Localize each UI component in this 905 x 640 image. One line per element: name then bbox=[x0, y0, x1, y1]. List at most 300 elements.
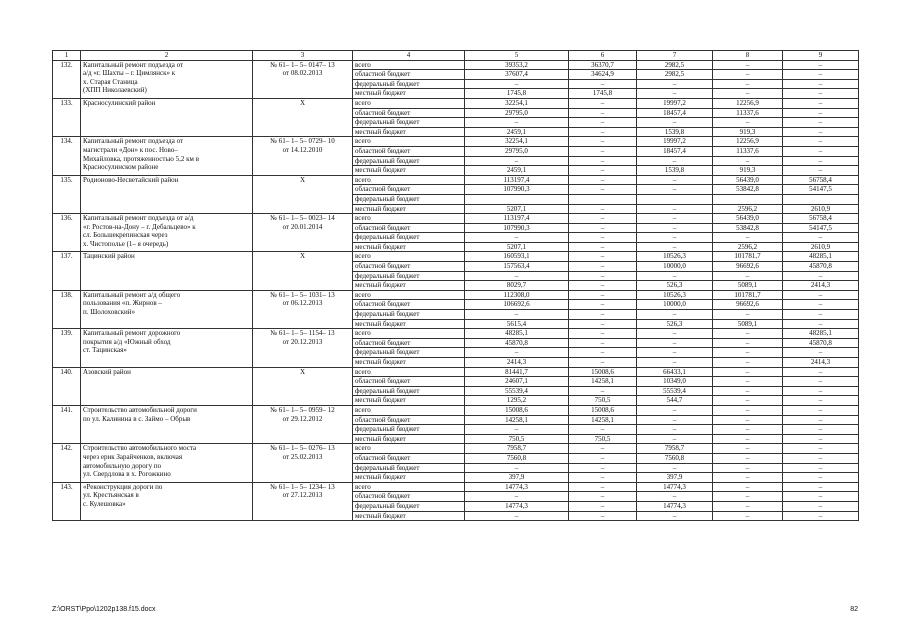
document-reference-line: № 61– 1– 5– 1234– 13 bbox=[270, 482, 335, 491]
table-header-row bbox=[53, 51, 859, 61]
amount-cell: – bbox=[465, 156, 569, 166]
object-name-line: (ХПП Николаевский) bbox=[83, 86, 147, 95]
amount-cell: 10349,0 bbox=[637, 377, 713, 387]
object-name-line: Капитальный ремонт дорожного bbox=[83, 329, 181, 338]
amount-cell: – bbox=[783, 492, 859, 502]
amount-cell: 96692,6 bbox=[713, 262, 783, 272]
amount-cell: 2596,2 bbox=[713, 204, 783, 214]
amount-cell: 526,3 bbox=[637, 319, 713, 329]
object-name-line: Капитальный ремонт а/д общего bbox=[83, 290, 181, 299]
amount-cell: 53842,8 bbox=[713, 185, 783, 195]
amount-cell: – bbox=[713, 348, 783, 358]
amount-cell: – bbox=[713, 453, 783, 463]
document-reference bbox=[253, 482, 353, 520]
amount-cell: – bbox=[465, 271, 569, 281]
amount-cell: 32254,1 bbox=[465, 137, 569, 147]
amount-cell: – bbox=[783, 118, 859, 128]
amount-cell: – bbox=[713, 425, 783, 435]
document-reference-line: № 61– 1– 5– 0023– 14 bbox=[270, 214, 335, 223]
amount-cell: 544,7 bbox=[637, 396, 713, 406]
amount-cell: 12256,9 bbox=[713, 98, 783, 108]
amount-cell: – bbox=[713, 396, 783, 406]
amount-cell: – bbox=[637, 204, 713, 214]
amount-cell: 919,3 bbox=[713, 166, 783, 176]
header-cell: 2 bbox=[81, 51, 253, 61]
amount-cell: 15008,6 bbox=[465, 405, 569, 415]
amount-cell: 45870,8 bbox=[783, 262, 859, 272]
amount-cell: – bbox=[569, 444, 637, 454]
header-cell: 6 bbox=[569, 51, 637, 61]
object-name-line: ул. Свердлова в х. Рогожкино bbox=[83, 470, 171, 479]
funding-source: федеральный бюджет bbox=[353, 233, 465, 243]
amount-cell: 7958,7 bbox=[637, 444, 713, 454]
amount-cell: 160593,1 bbox=[465, 252, 569, 262]
amount-cell: – bbox=[783, 70, 859, 80]
amount-cell: 2414,3 bbox=[783, 358, 859, 368]
amount-cell: – bbox=[783, 98, 859, 108]
object-name bbox=[81, 60, 253, 98]
object-name-line: Капитальный ремонт подъезда от bbox=[83, 137, 184, 146]
amount-cell: – bbox=[637, 223, 713, 233]
funding-source: областной бюджет bbox=[353, 108, 465, 118]
funding-source: федеральный бюджет bbox=[353, 156, 465, 166]
object-name-line: «г. Ростов-на-Дону – г. Дебальцево» к bbox=[83, 222, 196, 231]
entry-number: 133. bbox=[53, 98, 81, 136]
funding-source: местный бюджет bbox=[353, 281, 465, 291]
funding-source: всего bbox=[353, 175, 465, 185]
amount-cell: – bbox=[569, 242, 637, 252]
amount-cell: 107990,3 bbox=[465, 223, 569, 233]
funding-source: местный бюджет bbox=[353, 242, 465, 252]
amount-cell: – bbox=[783, 271, 859, 281]
amount-cell: – bbox=[637, 348, 713, 358]
header-cell: 9 bbox=[783, 51, 859, 61]
document-reference bbox=[253, 137, 353, 175]
amount-cell: 750,5 bbox=[569, 434, 637, 444]
amount-cell: 34624,9 bbox=[569, 70, 637, 80]
amount-cell: 15008,6 bbox=[569, 367, 637, 377]
amount-cell: – bbox=[569, 501, 637, 511]
amount-cell: – bbox=[713, 156, 783, 166]
funding-source: областной бюджет bbox=[353, 146, 465, 156]
document-reference bbox=[253, 405, 353, 443]
amount-cell: 48285,1 bbox=[783, 329, 859, 339]
amount-cell: – bbox=[637, 434, 713, 444]
header-cell: 5 bbox=[465, 51, 569, 61]
object-name bbox=[81, 214, 253, 252]
amount-cell: 14774,3 bbox=[465, 501, 569, 511]
funding-source: местный бюджет bbox=[353, 358, 465, 368]
amount-cell: – bbox=[713, 482, 783, 492]
amount-cell: – bbox=[569, 492, 637, 502]
entry-number: 140. bbox=[53, 367, 81, 405]
amount-cell: – bbox=[783, 89, 859, 99]
amount-cell: 397,9 bbox=[465, 473, 569, 483]
amount-cell: 750,5 bbox=[569, 396, 637, 406]
amount-cell: 2414,3 bbox=[783, 281, 859, 291]
object-name-line: пользования «п. Жирнов – bbox=[83, 299, 162, 308]
document-reference bbox=[253, 329, 353, 367]
amount-cell: – bbox=[465, 233, 569, 243]
amount-cell: – bbox=[783, 146, 859, 156]
amount-cell: – bbox=[569, 79, 637, 89]
amount-cell: – bbox=[713, 118, 783, 128]
budget-table bbox=[52, 50, 859, 521]
amount-cell: 54147,5 bbox=[783, 185, 859, 195]
amount-cell: – bbox=[569, 300, 637, 310]
funding-source: федеральный бюджет bbox=[353, 271, 465, 281]
document-reference bbox=[253, 98, 353, 136]
amount-cell: 10526,3 bbox=[637, 252, 713, 262]
object-name bbox=[81, 444, 253, 482]
object-name bbox=[81, 290, 253, 328]
document-reference-line: Х bbox=[299, 252, 306, 261]
amount-cell: – bbox=[783, 108, 859, 118]
funding-source: областной бюджет bbox=[353, 300, 465, 310]
amount-cell: – bbox=[569, 214, 637, 224]
amount-cell: – bbox=[783, 405, 859, 415]
funding-source: областной бюджет bbox=[353, 492, 465, 502]
amount-cell: 113197,4 bbox=[465, 214, 569, 224]
amount-cell: 113197,4 bbox=[465, 175, 569, 185]
amount-cell: – bbox=[637, 492, 713, 502]
amount-cell: 55539,4 bbox=[465, 386, 569, 396]
funding-source: федеральный бюджет bbox=[353, 501, 465, 511]
amount-cell: 14774,3 bbox=[637, 482, 713, 492]
amount-cell: – bbox=[569, 338, 637, 348]
amount-cell: – bbox=[713, 492, 783, 502]
amount-cell: – bbox=[783, 60, 859, 70]
document-reference-line: от 29.12.2012 bbox=[282, 414, 323, 423]
object-name-line: Красносулинский район bbox=[83, 98, 156, 107]
document-path: Z:\ORST\Ppo\1202p138.f15.docx bbox=[52, 606, 156, 613]
object-name bbox=[81, 175, 253, 213]
document-reference-line: от 20.12.2013 bbox=[282, 337, 323, 346]
amount-cell: – bbox=[783, 290, 859, 300]
amount-cell: 7560,8 bbox=[465, 453, 569, 463]
amount-cell: – bbox=[465, 492, 569, 502]
amount-cell: 2982,5 bbox=[637, 60, 713, 70]
table-row bbox=[53, 444, 859, 454]
amount-cell: 2459,1 bbox=[465, 166, 569, 176]
object-name-line: Михайловка, протяженностью 5,2 км в bbox=[83, 154, 200, 163]
amount-cell: – bbox=[783, 310, 859, 320]
object-name-line: Родионово-Несветайский район bbox=[83, 175, 179, 184]
amount-cell: 2414,3 bbox=[465, 358, 569, 368]
amount-cell: – bbox=[783, 473, 859, 483]
funding-source: областной бюджет bbox=[353, 338, 465, 348]
amount-cell: – bbox=[713, 271, 783, 281]
amount-cell: 2459,1 bbox=[465, 127, 569, 137]
document-reference-line: от 20.01.2014 bbox=[282, 222, 323, 231]
object-name-line: Строительство автомобильной дороги bbox=[83, 405, 197, 414]
object-name-line: по ул. Калинина в с. Займо – Обрыв bbox=[83, 414, 191, 423]
amount-cell: 101781,7 bbox=[713, 290, 783, 300]
amount-cell: – bbox=[713, 405, 783, 415]
amount-cell: 48285,1 bbox=[465, 329, 569, 339]
amount-cell: – bbox=[569, 166, 637, 176]
entry-number: 141. bbox=[53, 405, 81, 443]
amount-cell: 55539,4 bbox=[637, 386, 713, 396]
amount-cell: – bbox=[783, 300, 859, 310]
amount-cell: – bbox=[783, 166, 859, 176]
amount-cell: – bbox=[569, 98, 637, 108]
amount-cell: – bbox=[465, 79, 569, 89]
amount-cell: 112308,0 bbox=[465, 290, 569, 300]
header-cell: 3 bbox=[253, 51, 353, 61]
entry-number: 136. bbox=[53, 214, 81, 252]
header-cell: 1 bbox=[53, 51, 81, 61]
amount-cell: – bbox=[783, 367, 859, 377]
amount-cell: – bbox=[713, 233, 783, 243]
entry-number: 134. bbox=[53, 137, 81, 175]
object-name-line: Строительство автомобильного моста bbox=[83, 444, 197, 453]
amount-cell: – bbox=[783, 463, 859, 473]
amount-cell: – bbox=[569, 146, 637, 156]
amount-cell: – bbox=[569, 453, 637, 463]
object-name-line: «Реконструкция дороги по bbox=[83, 482, 163, 491]
amount-cell: 15008,6 bbox=[569, 405, 637, 415]
funding-source: областной бюджет bbox=[353, 453, 465, 463]
object-name bbox=[81, 405, 253, 443]
amount-cell: – bbox=[783, 127, 859, 137]
funding-source: местный бюджет bbox=[353, 511, 465, 521]
amount-cell: 14774,3 bbox=[465, 482, 569, 492]
object-name-line: автомобильную дорогу по bbox=[83, 461, 162, 470]
amount-cell: 919,3 bbox=[713, 127, 783, 137]
amount-cell: – bbox=[465, 118, 569, 128]
document-reference-line: от 25.02.2013 bbox=[282, 452, 323, 461]
object-name bbox=[81, 137, 253, 175]
amount-cell: – bbox=[637, 185, 713, 195]
table-row bbox=[53, 98, 859, 108]
object-name bbox=[81, 98, 253, 136]
table-body bbox=[53, 51, 859, 521]
funding-source: областной бюджет bbox=[353, 377, 465, 387]
amount-cell bbox=[465, 194, 569, 204]
amount-cell: 750,5 bbox=[465, 434, 569, 444]
amount-cell: – bbox=[783, 319, 859, 329]
object-name-line: Капитальный ремонт подъезда от а/д bbox=[83, 214, 194, 223]
amount-cell: – bbox=[783, 511, 859, 521]
entry-number: 137. bbox=[53, 252, 81, 290]
amount-cell: 2610,9 bbox=[783, 242, 859, 252]
amount-cell: – bbox=[783, 444, 859, 454]
amount-cell: – bbox=[637, 405, 713, 415]
funding-source: местный бюджет bbox=[353, 166, 465, 176]
amount-cell: – bbox=[637, 463, 713, 473]
amount-cell: 8029,7 bbox=[465, 281, 569, 291]
funding-source: федеральный бюджет bbox=[353, 386, 465, 396]
amount-cell: 56439,0 bbox=[713, 175, 783, 185]
amount-cell: 5207,1 bbox=[465, 204, 569, 214]
amount-cell: 29795,0 bbox=[465, 146, 569, 156]
table-row bbox=[53, 137, 859, 147]
amount-cell: – bbox=[569, 348, 637, 358]
funding-source: областной бюджет bbox=[353, 415, 465, 425]
amount-cell: 19997,2 bbox=[637, 98, 713, 108]
funding-source: всего bbox=[353, 482, 465, 492]
amount-cell: 32254,1 bbox=[465, 98, 569, 108]
amount-cell: 397,9 bbox=[637, 473, 713, 483]
object-name-line: через ерик Зарайченков, включая bbox=[83, 452, 183, 461]
amount-cell: 157563,4 bbox=[465, 262, 569, 272]
amount-cell: – bbox=[465, 425, 569, 435]
funding-source: всего bbox=[353, 290, 465, 300]
page-number: 82 bbox=[850, 606, 858, 613]
amount-cell: – bbox=[783, 501, 859, 511]
amount-cell: – bbox=[569, 310, 637, 320]
document-reference-line: № 61– 1– 5– 0147– 13 bbox=[270, 60, 335, 69]
amount-cell: 56758,4 bbox=[783, 175, 859, 185]
amount-cell: – bbox=[569, 252, 637, 262]
amount-cell bbox=[783, 194, 859, 204]
amount-cell: 1295,2 bbox=[465, 396, 569, 406]
amount-cell: – bbox=[637, 233, 713, 243]
amount-cell: 107990,3 bbox=[465, 185, 569, 195]
document-reference-line: от 06.12.2013 bbox=[282, 299, 323, 308]
amount-cell: – bbox=[713, 358, 783, 368]
table-row bbox=[53, 405, 859, 415]
funding-source: местный бюджет bbox=[353, 396, 465, 406]
document-reference bbox=[253, 444, 353, 482]
amount-cell: – bbox=[637, 118, 713, 128]
amount-cell: 1745,8 bbox=[569, 89, 637, 99]
document-reference bbox=[253, 214, 353, 252]
amount-cell: – bbox=[569, 175, 637, 185]
amount-cell: 56439,0 bbox=[713, 214, 783, 224]
amount-cell: 29795,0 bbox=[465, 108, 569, 118]
document-reference-line: от 14.12.2010 bbox=[282, 145, 323, 154]
document-reference-line: Х bbox=[299, 175, 306, 184]
amount-cell: – bbox=[783, 453, 859, 463]
document-reference-line: Х bbox=[299, 367, 306, 376]
amount-cell: 7560,8 bbox=[637, 453, 713, 463]
amount-cell: – bbox=[783, 482, 859, 492]
amount-cell: – bbox=[637, 511, 713, 521]
amount-cell: – bbox=[569, 262, 637, 272]
amount-cell: – bbox=[637, 425, 713, 435]
amount-cell: – bbox=[465, 511, 569, 521]
amount-cell: 2982,5 bbox=[637, 70, 713, 80]
amount-cell: 18457,4 bbox=[637, 146, 713, 156]
amount-cell: – bbox=[569, 156, 637, 166]
amount-cell: 36370,7 bbox=[569, 60, 637, 70]
document-reference bbox=[253, 290, 353, 328]
document-reference bbox=[253, 175, 353, 213]
amount-cell: 2596,2 bbox=[713, 242, 783, 252]
amount-cell: – bbox=[713, 434, 783, 444]
amount-cell: – bbox=[569, 290, 637, 300]
amount-cell: – bbox=[465, 463, 569, 473]
funding-source: федеральный бюджет bbox=[353, 348, 465, 358]
amount-cell: 45870,8 bbox=[465, 338, 569, 348]
amount-cell: – bbox=[569, 511, 637, 521]
amount-cell: – bbox=[713, 511, 783, 521]
entry-number: 138. bbox=[53, 290, 81, 328]
amount-cell: – bbox=[465, 348, 569, 358]
amount-cell: – bbox=[783, 79, 859, 89]
amount-cell: 101781,7 bbox=[713, 252, 783, 262]
object-name bbox=[81, 367, 253, 405]
entry-number: 142. bbox=[53, 444, 81, 482]
amount-cell: 1539,8 bbox=[637, 166, 713, 176]
amount-cell: – bbox=[569, 463, 637, 473]
funding-source: всего bbox=[353, 60, 465, 70]
funding-source: всего bbox=[353, 367, 465, 377]
document-reference-line: № 61– 1– 5– 0729– 10 bbox=[270, 137, 335, 146]
object-name-line: Азовский район bbox=[83, 367, 131, 376]
amount-cell bbox=[637, 194, 713, 204]
amount-cell: – bbox=[569, 386, 637, 396]
object-name-line: ул. Крестьянская в bbox=[83, 491, 139, 500]
amount-cell: 19997,2 bbox=[637, 137, 713, 147]
document-reference-line: № 61– 1– 5– 1154– 13 bbox=[270, 329, 335, 338]
amount-cell: – bbox=[637, 89, 713, 99]
amount-cell: – bbox=[637, 329, 713, 339]
funding-source: местный бюджет bbox=[353, 434, 465, 444]
document-reference bbox=[253, 252, 353, 290]
object-name-line: с. Кулешовка» bbox=[83, 499, 126, 508]
amount-cell: – bbox=[783, 377, 859, 387]
funding-source: федеральный бюджет bbox=[353, 463, 465, 473]
amount-cell: – bbox=[569, 185, 637, 195]
amount-cell: – bbox=[713, 386, 783, 396]
amount-cell: – bbox=[569, 482, 637, 492]
funding-source: федеральный бюджет bbox=[353, 194, 465, 204]
amount-cell: 106692,6 bbox=[465, 300, 569, 310]
object-name-line: ст. Тацинская» bbox=[83, 346, 127, 355]
amount-cell: – bbox=[569, 473, 637, 483]
funding-source: всего bbox=[353, 137, 465, 147]
amount-cell: 5089,1 bbox=[713, 319, 783, 329]
amount-cell: – bbox=[713, 377, 783, 387]
amount-cell: – bbox=[713, 89, 783, 99]
amount-cell: – bbox=[637, 271, 713, 281]
amount-cell: – bbox=[783, 348, 859, 358]
funding-source: федеральный бюджет bbox=[353, 79, 465, 89]
amount-cell: 24607,1 bbox=[465, 377, 569, 387]
header-cell: 7 bbox=[637, 51, 713, 61]
amount-cell bbox=[569, 194, 637, 204]
object-name-line: п. Шолоховский» bbox=[83, 308, 136, 317]
amount-cell: 2610,9 bbox=[783, 204, 859, 214]
amount-cell: 10000,0 bbox=[637, 262, 713, 272]
amount-cell: – bbox=[569, 118, 637, 128]
amount-cell: – bbox=[713, 463, 783, 473]
amount-cell: 5615,4 bbox=[465, 319, 569, 329]
amount-cell: 11337,6 bbox=[713, 108, 783, 118]
table-row bbox=[53, 214, 859, 224]
amount-cell: 1539,8 bbox=[637, 127, 713, 137]
amount-cell: – bbox=[783, 386, 859, 396]
amount-cell: – bbox=[569, 425, 637, 435]
object-name-line: Капитальный ремонт подъезда от bbox=[83, 60, 184, 69]
amount-cell: 14774,3 bbox=[637, 501, 713, 511]
amount-cell: – bbox=[783, 396, 859, 406]
amount-cell: 14258,1 bbox=[569, 377, 637, 387]
object-name-line: х. Старая Станица bbox=[83, 77, 138, 86]
table-row bbox=[53, 175, 859, 185]
document-reference-line: № 61– 1– 5– 0959– 12 bbox=[270, 405, 335, 414]
amount-cell: – bbox=[637, 338, 713, 348]
document-reference-line: Х bbox=[299, 98, 306, 107]
amount-cell: – bbox=[569, 223, 637, 233]
amount-cell: – bbox=[569, 271, 637, 281]
funding-source: всего bbox=[353, 329, 465, 339]
amount-cell: – bbox=[637, 79, 713, 89]
entry-number: 143. bbox=[53, 482, 81, 520]
